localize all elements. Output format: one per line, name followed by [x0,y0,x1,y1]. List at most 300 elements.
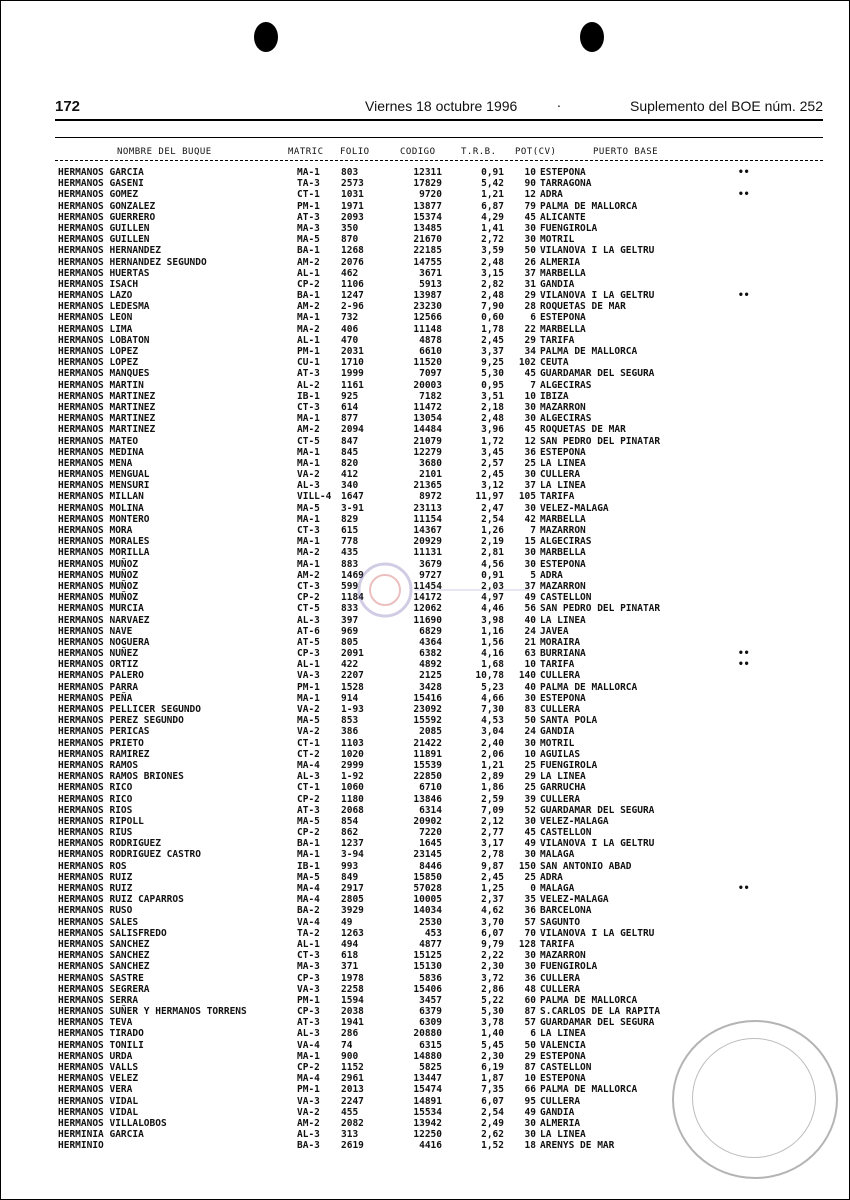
cell-trb: 1,56 [481,636,504,648]
cell-pot: 60 [524,994,536,1006]
cell-puerto: MALAGA [540,849,575,861]
cell-folio: 3-94 [341,849,364,861]
cell-trb: 2,54 [481,1106,504,1118]
table-row [58,849,828,860]
cell-puerto: SAN PEDRO DEL PINATAR [540,603,661,615]
cell-codigo: 12279 [413,446,442,458]
cell-matric: MA-4 [297,1073,320,1085]
cell-codigo: 11154 [413,513,442,525]
cell-puerto: MARBELLA [540,267,586,279]
cell-trb: 2,49 [481,1117,504,1129]
cell-pot: 25 [524,759,536,771]
cell-folio: 2961 [341,1073,364,1085]
cell-puerto: ALGECIRAS [540,536,592,548]
col-folio: FOLIO [340,147,370,157]
cell-puerto: ALMERIA [540,256,581,268]
cell-matric: CT-1 [297,737,320,749]
cell-matric: AL-2 [297,379,320,391]
cell-codigo: 14891 [413,1095,442,1107]
cell-puerto: CULLERA [540,972,581,984]
cell-codigo: 9727 [419,569,442,581]
cell-puerto: VILANOVA I LA GELTRU [540,290,655,302]
cell-codigo: 15474 [413,1084,442,1096]
cell-puerto: GARRUCHA [540,782,586,794]
cell-puerto: ESTEPONA [540,1050,586,1062]
cell-matric: IB-1 [297,860,320,872]
cell-pot: 40 [524,681,536,693]
cell-folio: 1594 [341,994,364,1006]
cell-name: HERMANOS GUILLEN [58,234,150,246]
cell-matric: AM-2 [297,569,320,581]
cell-name: HERMANOS PARRA [58,681,139,693]
cell-trb: 0,91 [481,167,504,178]
cell-puerto: CASTELLON [540,592,592,604]
cell-folio: 2-96 [341,301,364,313]
cell-trb: 3,37 [481,346,504,357]
cell-puerto: CASTELLON [540,827,592,839]
cell-codigo: 4877 [419,938,442,950]
cell-puerto: ESTEPONA [540,312,586,324]
cell-name: HERMANOS LEON [58,312,133,324]
cell-name: HERMANOS LOPEZ [58,357,139,369]
cell-name: HERMANOS MENGUAL [58,469,150,481]
cell-puerto: PALMA DE MALLORCA [540,994,638,1006]
cell-trb: 5,30 [481,1006,504,1018]
cell-matric: CT-3 [297,950,320,962]
cell-name: HERMANOS VALLS [58,1062,139,1073]
cell-matric: AM-2 [297,1117,320,1129]
cell-matric: AT-6 [297,625,320,637]
cell-folio: 350 [341,222,359,234]
cell-folio: 2068 [341,804,364,816]
cell-pot: 30 [524,950,536,962]
cell-name: HERMANOS RAMOS BRIONES [58,771,184,783]
cell-puerto: SAGUNTO [540,916,581,928]
cell-pot: 95 [524,1095,536,1107]
cell-pot: 105 [518,491,536,503]
cell-trb: 1,78 [481,323,504,335]
cell-trb: 2,89 [481,771,504,783]
cell-codigo: 14755 [413,256,442,268]
cell-codigo: 8972 [419,491,442,503]
cell-pot: 30 [524,1129,536,1141]
cell-codigo: 11891 [413,748,442,760]
cell-name: HERMANOS SANCHEZ [58,938,150,950]
cell-puerto: VILANOVA I LA GELTRU [540,245,655,257]
cell-folio: 2207 [341,670,364,682]
cell-puerto: ADRA [540,871,563,883]
table-row [58,324,828,335]
cell-codigo: 20880 [413,1028,442,1040]
cell-matric: CP-3 [297,972,320,984]
cell-codigo: 11131 [413,547,442,559]
cell-matric: AL-3 [297,480,320,492]
cell-trb: 2,48 [481,413,504,425]
cell-codigo: 13054 [413,413,442,425]
table-row [58,234,828,245]
cell-trb: 2,12 [481,815,504,827]
cell-name: HERMANOS RIPOLL [58,815,144,827]
cell-folio: 2082 [341,1117,364,1129]
cell-pot: 29 [524,771,536,783]
cell-matric: AM-2 [297,301,320,313]
cell-codigo: 8446 [419,860,442,872]
cell-puerto: BURRIANA [540,648,586,660]
cell-puerto: AGUILAS [540,748,581,760]
cell-codigo: 2125 [419,670,442,682]
cell-folio: 1180 [341,793,364,805]
cell-pot: 63 [524,648,536,660]
cell-folio: 853 [341,715,359,727]
cell-folio: 2031 [341,346,364,357]
cell-codigo: 13877 [413,200,442,212]
cell-folio: 1971 [341,200,364,212]
table-row [58,816,828,827]
table-row [58,424,828,435]
cell-folio: 1-92 [341,771,364,783]
cell-puerto: MARBELLA [540,547,586,559]
cell-pot: 10 [524,167,536,178]
table-row [58,950,828,961]
cell-folio: 3929 [341,905,364,917]
cell-pot: 29 [524,334,536,346]
cell-puerto: ESTEPONA [540,1073,586,1085]
cell-codigo: 23230 [413,301,442,313]
cell-trb: 9,87 [481,860,504,872]
cell-puerto: PALMA DE MALLORCA [540,346,638,357]
cell-folio: 412 [341,469,359,481]
cell-matric: MA-1 [297,558,320,570]
cell-matric: MA-2 [297,547,320,559]
cell-matric: MA-1 [297,446,320,458]
cell-pot: 39 [524,793,536,805]
cell-matric: MA-1 [297,312,320,324]
cell-puerto: MAZARRON [540,580,586,592]
cell-trb: 4,29 [481,211,504,223]
cell-codigo: 7182 [419,390,442,402]
cell-name: HERMANOS GASENI [58,178,144,190]
cell-name: HERMANOS MUÑOZ [58,592,139,604]
cell-matric: VA-2 [297,469,320,481]
cell-puerto: ROQUETAS DE MAR [540,301,626,313]
cell-folio: 435 [341,547,359,559]
cell-folio: 599 [341,580,359,592]
cell-folio: 849 [341,871,359,883]
cell-folio: 1710 [341,357,364,369]
cell-name: HERMANOS RODRIGUEZ [58,838,161,850]
cell-codigo: 6315 [419,1039,442,1051]
cell-matric: VA-3 [297,1095,320,1107]
cell-folio: 847 [341,435,359,447]
cell-folio: 1-93 [341,704,364,715]
cell-folio: 854 [341,815,359,827]
header-dashed-rule [55,160,823,161]
cell-trb: 5,30 [481,368,504,380]
cell-pot: 30 [524,558,536,570]
cell-codigo: 453 [424,927,442,939]
cell-name: HERMANOS ISACH [58,278,139,290]
cell-matric: CT-1 [297,189,320,201]
cell-puerto: CULLERA [540,469,581,481]
cell-pot: 30 [524,1117,536,1129]
cell-pot: 49 [524,1106,536,1118]
table-row [58,760,828,771]
cell-matric: BA-2 [297,905,320,917]
cell-puerto: TARIFA [540,334,575,346]
cell-name: HERMANOS GARCIA [58,167,144,178]
cell-puerto: MAZARRON [540,950,586,962]
cell-puerto: IBIZA [540,390,569,402]
cell-pot: 57 [524,916,536,928]
cell-name: HERMANOS PEREZ SEGUNDO [58,715,184,727]
table-row [58,503,828,514]
cell-trb: 1,68 [481,659,504,671]
cell-folio: 1647 [341,491,364,503]
punch-hole-left [254,22,278,52]
cell-pot: 36 [524,972,536,984]
cell-name: HERMANOS MARTINEZ [58,390,156,402]
table-row [58,883,828,894]
cell-name: HERMANOS ROS [58,860,127,872]
cell-trb: 6,87 [481,200,504,212]
cell-matric: BA-1 [297,245,320,257]
table-row [58,905,828,916]
cell-trb: 3,78 [481,1017,504,1029]
cell-pot: 6 [530,1028,536,1040]
page-number: 172 [55,98,81,115]
cell-folio: 1184 [341,592,364,604]
cell-pot: 102 [518,357,536,369]
table-row [58,279,828,290]
table-row [58,413,828,424]
cell-matric: VA-4 [297,1039,320,1051]
cell-folio: 1941 [341,1017,364,1029]
table-row [58,693,828,704]
cell-trb: 2,78 [481,849,504,861]
cell-folio: 883 [341,558,359,570]
table-row [58,749,828,760]
header-rule [55,119,823,121]
cell-codigo: 14367 [413,525,442,536]
cell-folio: 462 [341,267,359,279]
cell-name: HERMANOS SEGRERA [58,983,150,995]
cell-pot: 37 [524,580,536,592]
cell-pot: 83 [524,704,536,715]
cell-name: HERMANOS URDA [58,1050,133,1062]
cell-codigo: 6314 [419,804,442,816]
cell-puerto: ESTEPONA [540,692,586,704]
cell-pot: 30 [524,547,536,559]
cell-trb: 1,25 [481,883,504,894]
cell-codigo: 15416 [413,692,442,704]
cell-folio: 845 [341,446,359,458]
cell-puerto: MALAGA [540,883,575,894]
cell-puerto: TARIFA [540,491,575,503]
cell-folio: 2805 [341,894,364,906]
cell-pot: 30 [524,401,536,413]
cell-codigo: 13846 [413,793,442,805]
cell-name: HERMANOS VERA [58,1084,133,1096]
cell-puerto: LA LINEA [540,480,586,492]
cell-pot: 49 [524,838,536,850]
cell-name: HERMANOS RAMIREZ [58,748,150,760]
cell-folio: 2094 [341,424,364,436]
cell-pot: 36 [524,446,536,458]
cell-codigo: 3680 [419,457,442,469]
cell-codigo: 9720 [419,189,442,201]
cell-trb: 2,81 [481,547,504,559]
cell-codigo: 5836 [419,972,442,984]
cell-folio: 1103 [341,737,364,749]
cell-matric: AT-3 [297,368,320,380]
cell-puerto: BARCELONA [540,905,592,917]
cell-name: HERMANOS TEVA [58,1017,133,1029]
table-row [58,357,828,368]
cell-folio: 2573 [341,178,364,190]
cell-matric: AM-2 [297,256,320,268]
cell-folio: 1161 [341,379,364,391]
cell-folio: 1247 [341,290,364,302]
cell-pot: 21 [524,636,536,648]
cell-puerto: TARIFA [540,659,575,671]
cell-codigo: 10005 [413,894,442,906]
cell-codigo: 14880 [413,1050,442,1062]
col-puerto: PUERTO BASE [593,147,659,157]
table-row [58,794,828,805]
cell-name: HERMANOS PERICAS [58,726,150,738]
cell-codigo: 7220 [419,827,442,839]
cell-name: HERMANOS MORALES [58,536,150,548]
table-row [58,939,828,950]
cell-matric: MA-2 [297,323,320,335]
cell-name: HERMANOS RIOS [58,804,133,816]
col-nombre: NOMBRE DEL BUQUE [117,147,212,157]
cell-codigo: 13987 [413,290,442,302]
cell-pot: 56 [524,603,536,615]
cell-pot: 18 [524,1140,536,1152]
cell-folio: 877 [341,413,359,425]
cell-codigo: 15125 [413,950,442,962]
cell-pot: 45 [524,211,536,223]
cell-name: HERMANOS MUÑOZ [58,569,139,581]
cell-trb: 2,03 [481,580,504,592]
cell-pot: 10 [524,1073,536,1085]
cell-matric: MA-1 [297,167,320,178]
table-row [58,984,828,995]
table-row [58,380,828,391]
cell-matric: PM-1 [297,994,320,1006]
cell-name: HERMANOS GOMEZ [58,189,139,201]
cell-matric: VILL-4 [297,491,332,503]
cell-name: HERMANOS RUIZ [58,883,133,894]
page-header [55,94,823,120]
cell-trb: 4,46 [481,603,504,615]
table-header [55,147,823,161]
cell-trb: 3,17 [481,838,504,850]
cell-pot: 7 [530,525,536,536]
cell-folio: 3-91 [341,502,364,514]
cell-trb: 7,30 [481,704,504,715]
cell-trb: 2,37 [481,894,504,906]
cell-pot: 22 [524,323,536,335]
cell-trb: 1,21 [481,759,504,771]
table-row [58,726,828,737]
cell-name: HERMANOS RICO [58,793,133,805]
cell-trb: 6,19 [481,1062,504,1073]
cell-puerto: SANTA POLA [540,715,598,727]
cell-name: HERMANOS MARTINEZ [58,401,156,413]
table-row [58,335,828,346]
cell-codigo: 11454 [413,580,442,592]
cell-marker: •• [738,167,750,178]
cell-trb: 2,77 [481,827,504,839]
cell-name: HERMANOS MATEO [58,435,139,447]
cell-pot: 25 [524,782,536,794]
cell-name: HERMANOS GUILLEN [58,222,150,234]
cell-trb: 2,22 [481,950,504,962]
cell-puerto: ROQUETAS DE MAR [540,424,626,436]
cell-pot: 45 [524,424,536,436]
cell-codigo: 13942 [413,1117,442,1129]
cell-name: HERMANOS VIDAL [58,1106,139,1118]
cell-codigo: 2101 [419,469,442,481]
cell-matric: CT-3 [297,401,320,413]
cell-puerto: GUARDAMAR DEL SEGURA [540,368,655,380]
cell-matric: PM-1 [297,346,320,357]
cell-matric: MA-4 [297,759,320,771]
cell-pot: 50 [524,715,536,727]
cell-name: HERMANOS LOBATON [58,334,150,346]
cell-matric: CP-2 [297,827,320,839]
table-row [58,872,828,883]
cell-matric: MA-3 [297,222,320,234]
cell-marker: •• [738,290,750,302]
cell-trb: 2,47 [481,502,504,514]
cell-pot: 35 [524,894,536,906]
cell-name: HERMANOS RIUS [58,827,133,839]
cell-pot: 29 [524,290,536,302]
cell-pot: 87 [524,1062,536,1073]
cell-trb: 1,16 [481,625,504,637]
table-row [58,670,828,681]
cell-folio: 778 [341,536,359,548]
cell-trb: 4,62 [481,905,504,917]
table-row [58,491,828,502]
table-row [58,346,828,357]
cell-puerto: VELEZ-MALAGA [540,815,609,827]
col-codigo: CODIGO [400,147,436,157]
cell-trb: 2,48 [481,256,504,268]
cell-folio: 2013 [341,1084,364,1096]
cell-name: HERMANOS RUSO [58,905,133,917]
cell-puerto: CULLERA [540,793,581,805]
cell-pot: 15 [524,536,536,548]
cell-name: HERMANOS PELLICER SEGUNDO [58,704,201,715]
cell-codigo: 4416 [419,1140,442,1152]
cell-folio: 969 [341,625,359,637]
cell-folio: 805 [341,636,359,648]
cell-codigo: 6829 [419,625,442,637]
cell-codigo: 3671 [419,267,442,279]
cell-name: HERMANOS HERNANDEZ SEGUNDO [58,256,207,268]
cell-trb: 2,30 [481,961,504,973]
cell-folio: 1020 [341,748,364,760]
cell-folio: 397 [341,614,359,626]
cell-codigo: 23092 [413,704,442,715]
cell-puerto: CULLERA [540,1095,581,1107]
cell-codigo: 5825 [419,1062,442,1073]
cell-trb: 1,52 [481,1140,504,1152]
